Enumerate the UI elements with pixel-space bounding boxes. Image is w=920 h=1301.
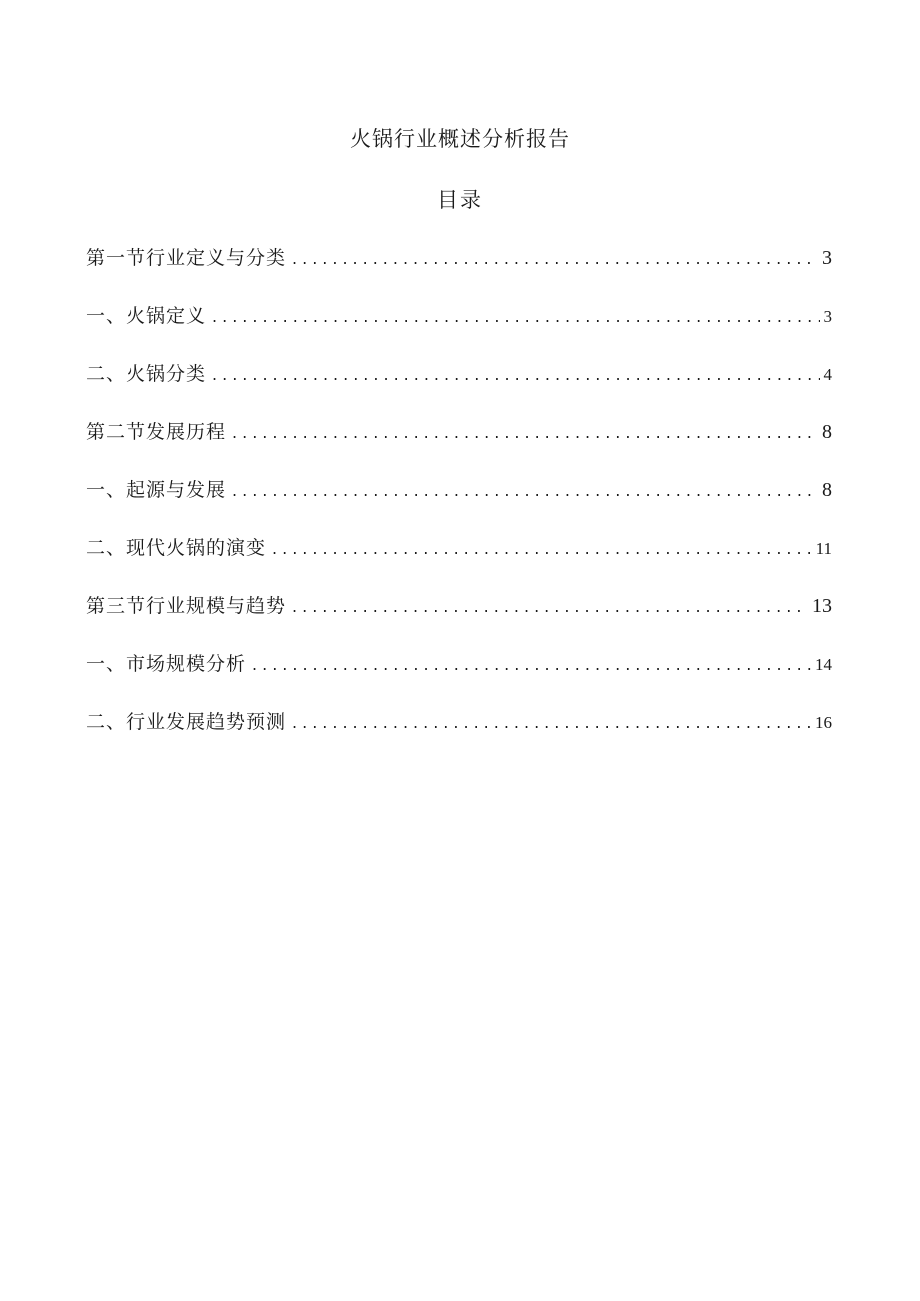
toc-entry-page: 3: [823, 307, 832, 326]
toc-entry-page: 3: [822, 247, 832, 269]
toc-entry-label: 第三节行业规模与趋势: [86, 595, 287, 617]
toc-dot-leader: [272, 533, 812, 565]
toc-entry-page: 16: [815, 713, 832, 732]
toc-entry-2-1[interactable]: [86, 474, 832, 532]
toc-entry-1-1[interactable]: [86, 300, 832, 358]
document-title: 火锅行业概述分析报告: [350, 127, 570, 151]
table-of-contents: [86, 242, 832, 764]
toc-entry-3-2[interactable]: [86, 706, 832, 764]
toc-entry-label: 一、起源与发展: [86, 479, 227, 501]
toc-entry-3-1[interactable]: [86, 648, 832, 706]
toc-dot-leader: [212, 359, 819, 391]
toc-entry-page: 13: [812, 595, 832, 617]
toc-entry-1-2[interactable]: [86, 358, 832, 416]
toc-entry-label: 一、市场规模分析: [86, 653, 247, 675]
toc-dot-leader: [232, 417, 818, 449]
toc-dot-leader: [292, 243, 818, 275]
toc-entry-page: 11: [815, 539, 832, 558]
toc-entry-page: 4: [823, 365, 832, 384]
toc-entry-2-2[interactable]: [86, 532, 832, 590]
toc-entry-page: 8: [822, 421, 832, 443]
toc-dot-leader: [292, 707, 811, 739]
toc-entry-section-1[interactable]: [86, 242, 832, 300]
toc-entry-section-2[interactable]: [86, 416, 832, 474]
toc-dot-leader: [252, 649, 811, 681]
toc-dot-leader: [232, 475, 818, 507]
toc-entry-label: 第一节行业定义与分类: [86, 247, 287, 269]
toc-entry-section-3[interactable]: [86, 590, 832, 648]
toc-entry-label: 二、行业发展趋势预测: [86, 711, 287, 733]
toc-entry-page: 8: [822, 479, 832, 501]
toc-dot-leader: [212, 301, 819, 333]
toc-entry-page: 14: [815, 655, 832, 674]
toc-heading: 目录: [437, 188, 483, 212]
toc-dot-leader: [292, 591, 808, 623]
toc-entry-label: 二、现代火锅的演变: [86, 537, 267, 559]
toc-entry-label: 一、火锅定义: [86, 305, 207, 327]
toc-entry-label: 二、火锅分类: [86, 363, 207, 385]
toc-entry-label: 第二节发展历程: [86, 421, 227, 443]
